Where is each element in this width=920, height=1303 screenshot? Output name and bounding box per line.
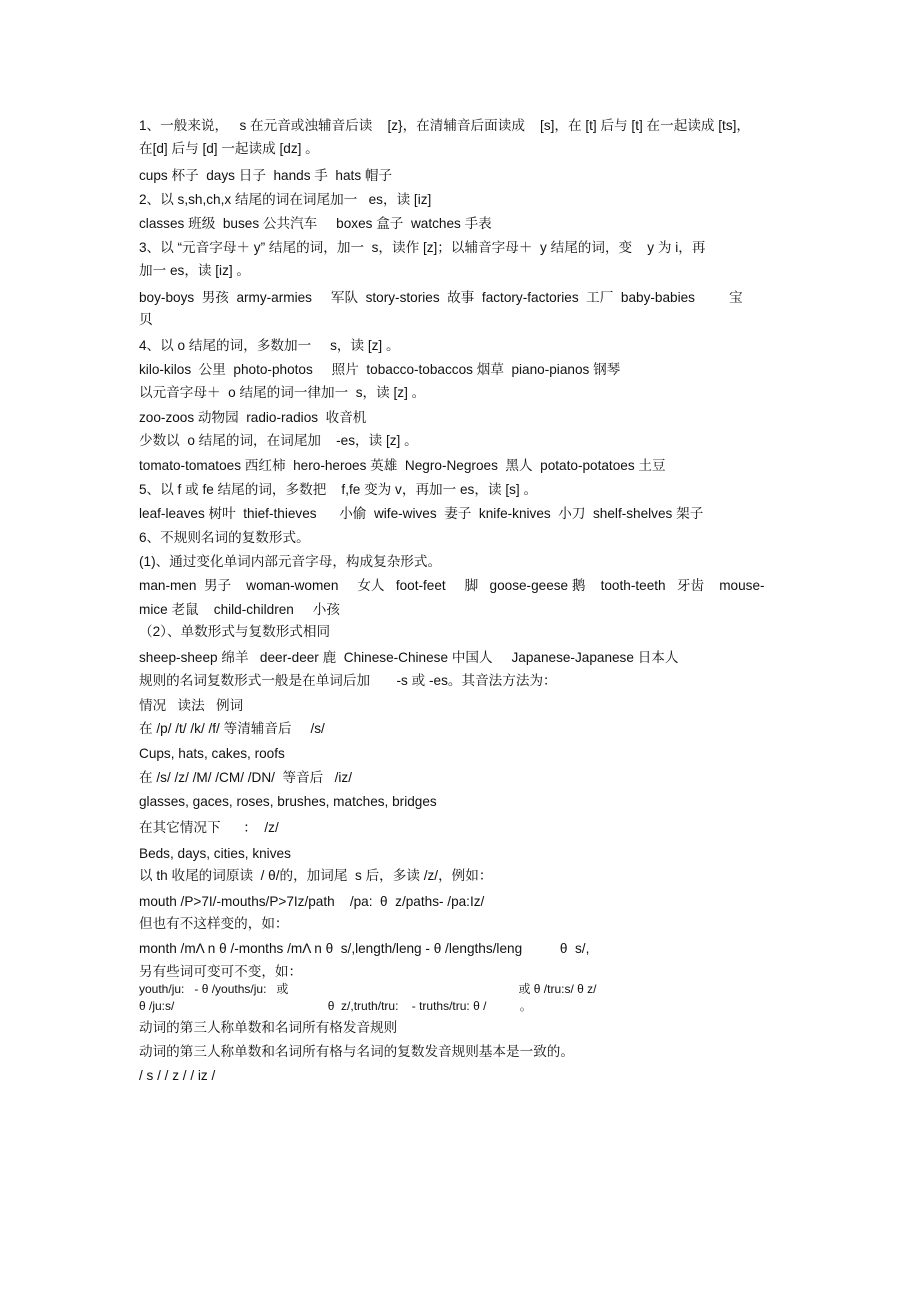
text-line: mouth /P>7I/-mouths/P>7Iz/path /pa: θ z/paths- /pa:Iz/ bbox=[139, 894, 485, 909]
text-line: Cups, hats, cakes, roofs bbox=[139, 746, 285, 761]
text-line: (1)、通过变化单词内部元音字母，构成复杂形式。 bbox=[139, 554, 442, 569]
text-line: 情况 读法 例词 bbox=[139, 698, 244, 713]
text-line: 以元音字母＋ o 结尾的词一律加一 s，读 [z] 。 bbox=[139, 385, 426, 400]
text-line: 1、一般来说， s 在元音或浊辅音后读 [z}，在清辅音后面读成 [s]，在 [t] 后与 [t] 在一起读成 [ts]， bbox=[139, 118, 750, 133]
text-line: mice 老鼠 child-children 小孩 bbox=[139, 602, 340, 617]
text-line: 动词的第三人称单数和名词所有格与名词的复数发音规则基本是一致的。 bbox=[139, 1044, 574, 1059]
text-line: 规则的名词复数形式一般是在单词后加 -s 或 -es。其音法方法为： bbox=[139, 673, 557, 688]
text-line: cups 杯子 days 日子 hands 手 hats 帽子 bbox=[139, 168, 393, 183]
text-line: 以 th 收尾的词原读 / θ/的，加词尾 s 后，多读 /z/，例如： bbox=[139, 868, 493, 883]
text-line: （2）、单数形式与复数形式相同 bbox=[139, 624, 331, 639]
text-line: θ /ju:s/ θ z/,truth/tru: - truths/tru: θ / 。 bbox=[139, 999, 532, 1013]
text-line: 在 /s/ /z/ /M/ /CM/ /DN/ 等音后 /iz/ bbox=[139, 770, 352, 785]
text-line: 少数以 o 结尾的词，在词尾加 -es，读 [z] 。 bbox=[139, 433, 418, 448]
text-line: 6、不规则名词的复数形式。 bbox=[139, 530, 310, 545]
text-line: sheep-sheep 绵羊 deer-deer 鹿 Chinese-Chinese 中国人 Japanese-Japanese 日本人 bbox=[139, 650, 679, 665]
text-line: kilo-kilos 公里 photo-photos 照片 tobacco-tobaccos 烟草 piano-pianos 钢琴 bbox=[139, 362, 621, 377]
text-line: 3、以 “元音字母＋ y” 结尾的词，加一 s，读作 [z]；以辅音字母＋ y 结尾的词，变 y 为 i，再 bbox=[139, 240, 706, 255]
text-line: 但也有不这样变的，如： bbox=[139, 916, 289, 931]
text-line: leaf-leaves 树叶 thief-thieves 小偷 wife-wives 妻子 knife-knives 小刀 shelf-shelves 架子 bbox=[139, 506, 704, 521]
text-line: tomato-tomatoes 西红柿 hero-heroes 英雄 Negro-Negroes 黑人 potato-potatoes 土豆 bbox=[139, 458, 666, 473]
text-line: boy-boys 男孩 army-armies 军队 story-stories 故事 factory-factories 工厂 baby-babies 宝 bbox=[139, 290, 743, 305]
text-line: 贝 bbox=[139, 312, 153, 327]
text-line: 5、以 f 或 fe 结尾的词，多数把 f,fe 变为 v，再加一 es，读 [s] 。 bbox=[139, 482, 538, 497]
text-line: glasses, gaces, roses, brushes, matches, bridges bbox=[139, 794, 437, 809]
text-line: Beds, days, cities, knives bbox=[139, 846, 291, 861]
text-line: 另有些词可变可不变，如： bbox=[139, 964, 303, 979]
text-line: youth/ju: - θ /youths/ju: 或 或 θ /tru:s/ θ z/ bbox=[139, 982, 597, 996]
text-line: man-men 男子 woman-women 女人 foot-feet 脚 goose-geese 鹅 tooth-teeth 牙齿 mouse- bbox=[139, 578, 765, 593]
text-line: 在 /p/ /t/ /k/ /f/ 等清辅音后 /s/ bbox=[139, 721, 325, 736]
text-line: zoo-zoos 动物园 radio-radios 收音机 bbox=[139, 410, 367, 425]
text-line: 4、以 o 结尾的词，多数加一 s，读 [z] 。 bbox=[139, 338, 400, 353]
text-line: 2、以 s,sh,ch,x 结尾的词在词尾加一 es，读 [iz] bbox=[139, 192, 432, 207]
text-line: month /mΛ n θ /-months /mΛ n θ s/,length/leng - θ /lengths/leng θ s/, bbox=[139, 941, 590, 956]
text-line: / s / / z / / iz / bbox=[139, 1068, 216, 1083]
text-line: 在[d] 后与 [d] 一起读成 [dz] 。 bbox=[139, 141, 319, 156]
text-line: 加一 es，读 [iz] 。 bbox=[139, 263, 251, 278]
text-line: 动词的第三人称单数和名词所有格发音规则 bbox=[139, 1020, 398, 1035]
text-line: 在其它情况下 ： /z/ bbox=[139, 820, 279, 835]
text-line: classes 班级 buses 公共汽车 boxes 盒子 watches 手表 bbox=[139, 216, 492, 231]
